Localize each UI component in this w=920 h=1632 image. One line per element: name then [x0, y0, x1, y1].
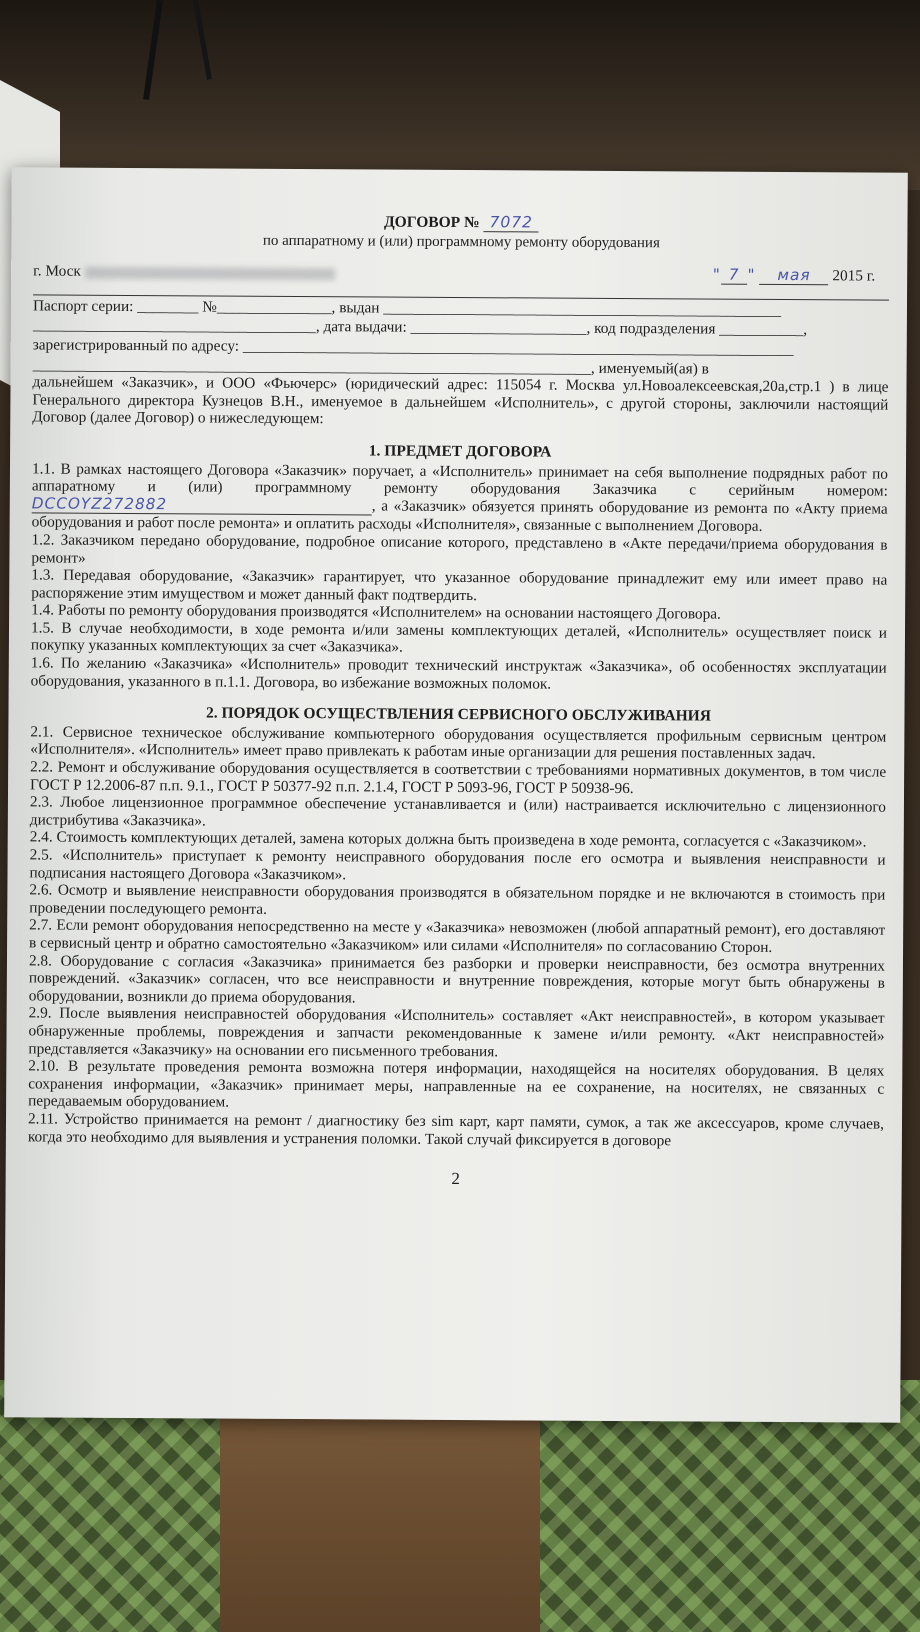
contract-subtitle: по аппаратному и (или) программному ремонту оборудования — [262, 232, 660, 251]
section-1-title: 1. ПРЕДМЕТ ДОГОВОРА — [368, 442, 552, 461]
clause-2-4: 2.4. Стоимость комплектующих деталей, замена которых должна быть произведена в ходе ремонта, согласуется с «Заказчиком». — [29, 828, 867, 851]
clause-1-5: 1.5. В случае необходимости, в ходе ремонта и/или замены комплектующих деталей, «Исполнитель» осуществляет поиск и покупку указанных комплектующих за счет «Заказчика». — [30, 619, 888, 657]
city-label: г. Моск — [33, 262, 81, 280]
clause-1-3: 1.3. Передавая оборудование, «Заказчик» гарантирует, что указанное оборудование принадлежит ему или имеет право на распоряжение этим имуществом и может данный факт подтвердить. — [31, 566, 888, 604]
city-field — [33, 263, 335, 282]
page-number: 2 — [451, 1169, 460, 1189]
date-year: 2015 г. — [832, 267, 876, 285]
address-line: зарегистрированный по адресу: ________________________________________________________________________ — [32, 336, 794, 359]
title-prefix: ДОГОВОР № — [383, 213, 480, 232]
section-2-title: 2. ПОРЯДОК ОСУЩЕСТВЛЕНИЯ СЕРВИСНОГО ОБСЛУЖИВАНИЯ — [205, 704, 712, 725]
clause-2-7: 2.7. Если ремонт оборудования непосредственно на месте у «Заказчика» невозможен (любой аппаратный ремонт), его доставляют в сервисный центр и обратно самостоятельно «Заказчиком» или силами «Исполнителя» по согласованию Сторон. — [29, 916, 886, 956]
clause-2-9: 2.9. После выявления неисправностей оборудования «Исполнитель» составляет «Акт неисправностей», в котором указывает обнаруженные проблемы, повреждения и запчасти рекомендованные к замене и/или ремонту. «Акт неисправностей» представляется «Заказчику» на основании его письменного требования. — [28, 1004, 885, 1060]
clause-1-2: 1.2. Заказчиком передано оборудование, подробное описание которого, представлено в «Акте передачи/приема оборудования в ремонт» — [31, 531, 888, 567]
clause-1-1 — [32, 460, 888, 537]
background-top — [0, 0, 920, 190]
contract-page — [4, 167, 908, 1422]
clause-1-1-text: 1.1. В рамках настоящего Договора «Заказчик» поручает, а «Исполнитель» принимает на себя выполнение подрядных работ по аппаратному и (или) программному ремонту оборудования Заказчика с серийным номером: — [31, 459, 889, 500]
clause-2-11: 2.11. Устройство принимается на ремонт / диагностику без sim карт, карт памяти, сумок, а так же аксессуаров, кроме случаев, когда это необходимо для выявления и устранения поломки. Такой случай фиксируется в договоре — [27, 1110, 885, 1149]
issue-line: _____________________________________, дата выдачи: _______________________, код подразделения ___________, — [32, 316, 808, 339]
intro-paragraph: дальнейшем «Заказчик», и ООО «Фьючерс» (юридический адрес: 115054 г. Москва ул.Новоалексеевская,20а,стр.1 ) в лице Генерального директора Кузнецов В.Н., именуемое в дальнейшем «Исполнитель», с другой стороны, заключили настоящий Договор (далее Договор) о нижеследующем: — [32, 373, 889, 428]
contract-number: 7072 — [483, 213, 539, 232]
clause-2-8: 2.8. Оборудование с согласия «Заказчика» принимается без разборки и проверки неисправности, без осмотра внутренних повреждений. «Заказчик» согласен, что все неисправности и внутренние повреждения, которые могут быть обнаружены в оборудовании, возникли до приема оборудования. — [28, 951, 886, 1007]
clause-2-1: 2.1. Сервисное техническое обслуживание компьютерного оборудования осуществляется профильным сервисным центром «Исполнителя». «Исполнитель» имеет право привлекать к работам иные организации для решения поставленных задач. — [30, 723, 887, 763]
date-field — [713, 267, 876, 286]
clause-1-6: 1.6. По желанию «Заказчика» «Исполнитель» проводит технический инструктаж «Заказчика», об особенностях эксплуатации оборудования, указанного в п.1.1. Договора, во избежание возможных поломок. — [30, 654, 887, 693]
passport-line: Паспорт серии: ________ №_______________, выдан ____________________________________________________ — [32, 297, 782, 319]
date-month: мая — [759, 266, 828, 285]
page-content — [28, 193, 890, 1190]
serial-number: DCCOYZ272882 — [31, 494, 168, 513]
clause-1-4: 1.4. Работы по ремонту оборудования производятся «Исполнителем» на основании настоящего Договора. — [31, 601, 721, 623]
serial-number-field — [32, 495, 372, 516]
date-quote-close: " — [747, 265, 756, 285]
date-day: 7 — [721, 266, 748, 285]
redacted-text — [85, 266, 335, 280]
clause-2-6: 2.6. Осмотр и выявление неисправности оборудования производятся в обязательном порядке и не включаются в стоимость при проведении последующего ремонта. — [29, 881, 886, 918]
clause-2-10: 2.10. В результате проведения ремонта возможна потеря информации, находящейся на носителях оборудования. В целях сохранения информации, «Заказчик» принимает меры, направленные на ее сохранение, на носителях, не связанных с передаваемым оборудованием. — [28, 1057, 885, 1111]
clause-1-1-rest: , а «Заказчик» обязуется принять оборудование из ремонта по «Акту приема оборудования и работ после ремонта» и оплатить расходы «Исполнителя», связанные с выполнением Договора. — [31, 497, 888, 536]
clause-2-5: 2.5. «Исполнитель» приступает к ремонту неисправного оборудования после его осмотра и выявления неисправности и подписания настоящего Договора «Заказчиком». — [29, 846, 886, 883]
named-line: _________________________________________________________________________, именуемый(ая) в — [32, 355, 709, 378]
clause-2-3: 2.3. Любое лицензионное программное обеспечение устанавливается и (или) настраивается исключительно с лицензионного дистрибутива «Заказчика». — [29, 793, 886, 830]
date-quote-open: " — [712, 265, 721, 284]
clause-2-2: 2.2. Ремонт и обслуживание оборудования осуществляется в соответствии с требованиями нормативных документов, в том числе ГОСТ Р 12.2006-87 п.п. 9.1., ГОСТ Р 50377-92 п.п. 2.1.4, ГОСТ Р 5093-96, ГОСТ Р 50938-96. — [30, 758, 887, 797]
